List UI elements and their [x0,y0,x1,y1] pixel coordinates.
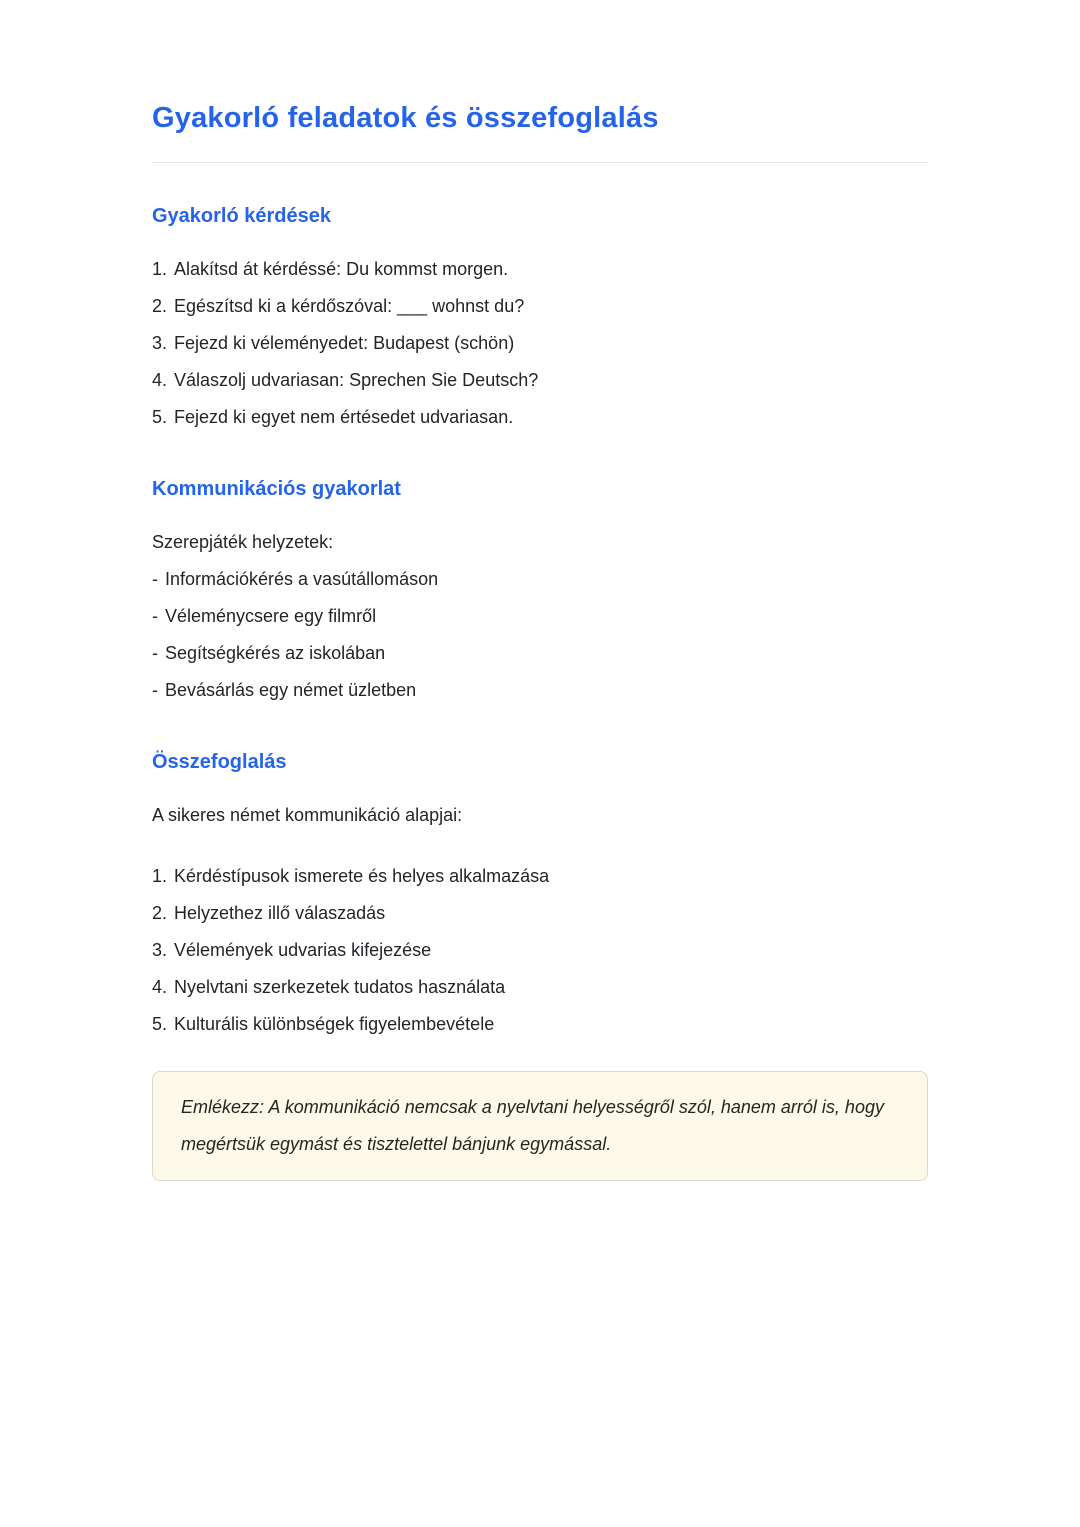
dash-list [152,561,928,709]
list-item [152,932,928,969]
list-item-text: Fejezd ki véleményedet: Budapest (schön) [174,333,515,353]
list-item [152,561,928,598]
list-item-text: Fejezd ki egyet nem értésedet udvariasan. [174,407,514,427]
list-marker: 2. [152,296,168,316]
list-item [152,399,928,436]
list-item [152,858,928,895]
list-item-text: Alakítsd át kérdéssé: Du kommst morgen. [174,259,509,279]
list-item [152,635,928,672]
list-item-text: Információkérés a vasútállomáson [165,569,439,589]
section-intro: Szerepjáték helyzetek: [152,532,334,552]
list-item [152,969,928,1006]
ordered-list [152,858,928,1043]
list-item-text: Kérdéstípusok ismerete és helyes alkalmazása [174,866,550,886]
list-marker: - [152,606,158,626]
list-marker: - [152,643,158,663]
ordered-list [152,251,928,436]
page-title: Gyakorló feladatok és összefoglalás [152,102,659,134]
section-intro: A sikeres német kommunikáció alapjai: [152,805,463,825]
list-item [152,251,928,288]
section-heading: Összefoglalás [152,751,287,773]
list-item-text: Helyzethez illő válaszadás [174,903,386,923]
list-item-text: Bevásárlás egy német üzletben [165,680,417,700]
list-marker: 5. [152,1014,168,1034]
list-item-text: Segítségkérés az iskolában [165,643,386,663]
list-item [152,288,928,325]
list-item [152,1006,928,1043]
list-item-text: Vélemények udvarias kifejezése [174,940,432,960]
list-marker: - [152,680,158,700]
list-item [152,598,928,635]
section-osszefoglalas [152,749,928,1043]
list-marker: 3. [152,940,168,960]
document-body [152,0,928,1181]
section-heading: Gyakorló kérdések [152,205,331,227]
section-gyakorlo-kerdesek [152,203,928,436]
list-item [152,362,928,399]
title-divider [152,162,928,163]
list-item-text: Véleménycsere egy filmről [165,606,377,626]
reminder-note-text: Emlékezz: A kommunikáció nemcsak a nyelvtani helyességről szól, hanem arról is, hogy megértsük egymást és tisztelettel bánjunk egymással. [181,1097,884,1154]
list-item-text: Kulturális különbségek figyelembevétele [174,1014,495,1034]
list-marker: 4. [152,370,168,390]
list-item [152,325,928,362]
reminder-note-box [152,1071,928,1181]
section-kommunikacios-gyakorlat [152,476,928,709]
list-item-text: Egészítsd ki a kérdőszóval: ___ wohnst du? [174,296,525,316]
list-item-text: Nyelvtani szerkezetek tudatos használata [174,977,506,997]
list-marker: 1. [152,866,168,886]
list-marker: 5. [152,407,168,427]
list-marker: - [152,569,158,589]
list-marker: 1. [152,259,168,279]
list-item [152,672,928,709]
section-heading: Kommunikációs gyakorlat [152,478,401,500]
list-marker: 2. [152,903,168,923]
list-marker: 3. [152,333,168,353]
list-item [152,895,928,932]
list-item-text: Válaszolj udvariasan: Sprechen Sie Deutsch? [174,370,539,390]
list-marker: 4. [152,977,168,997]
